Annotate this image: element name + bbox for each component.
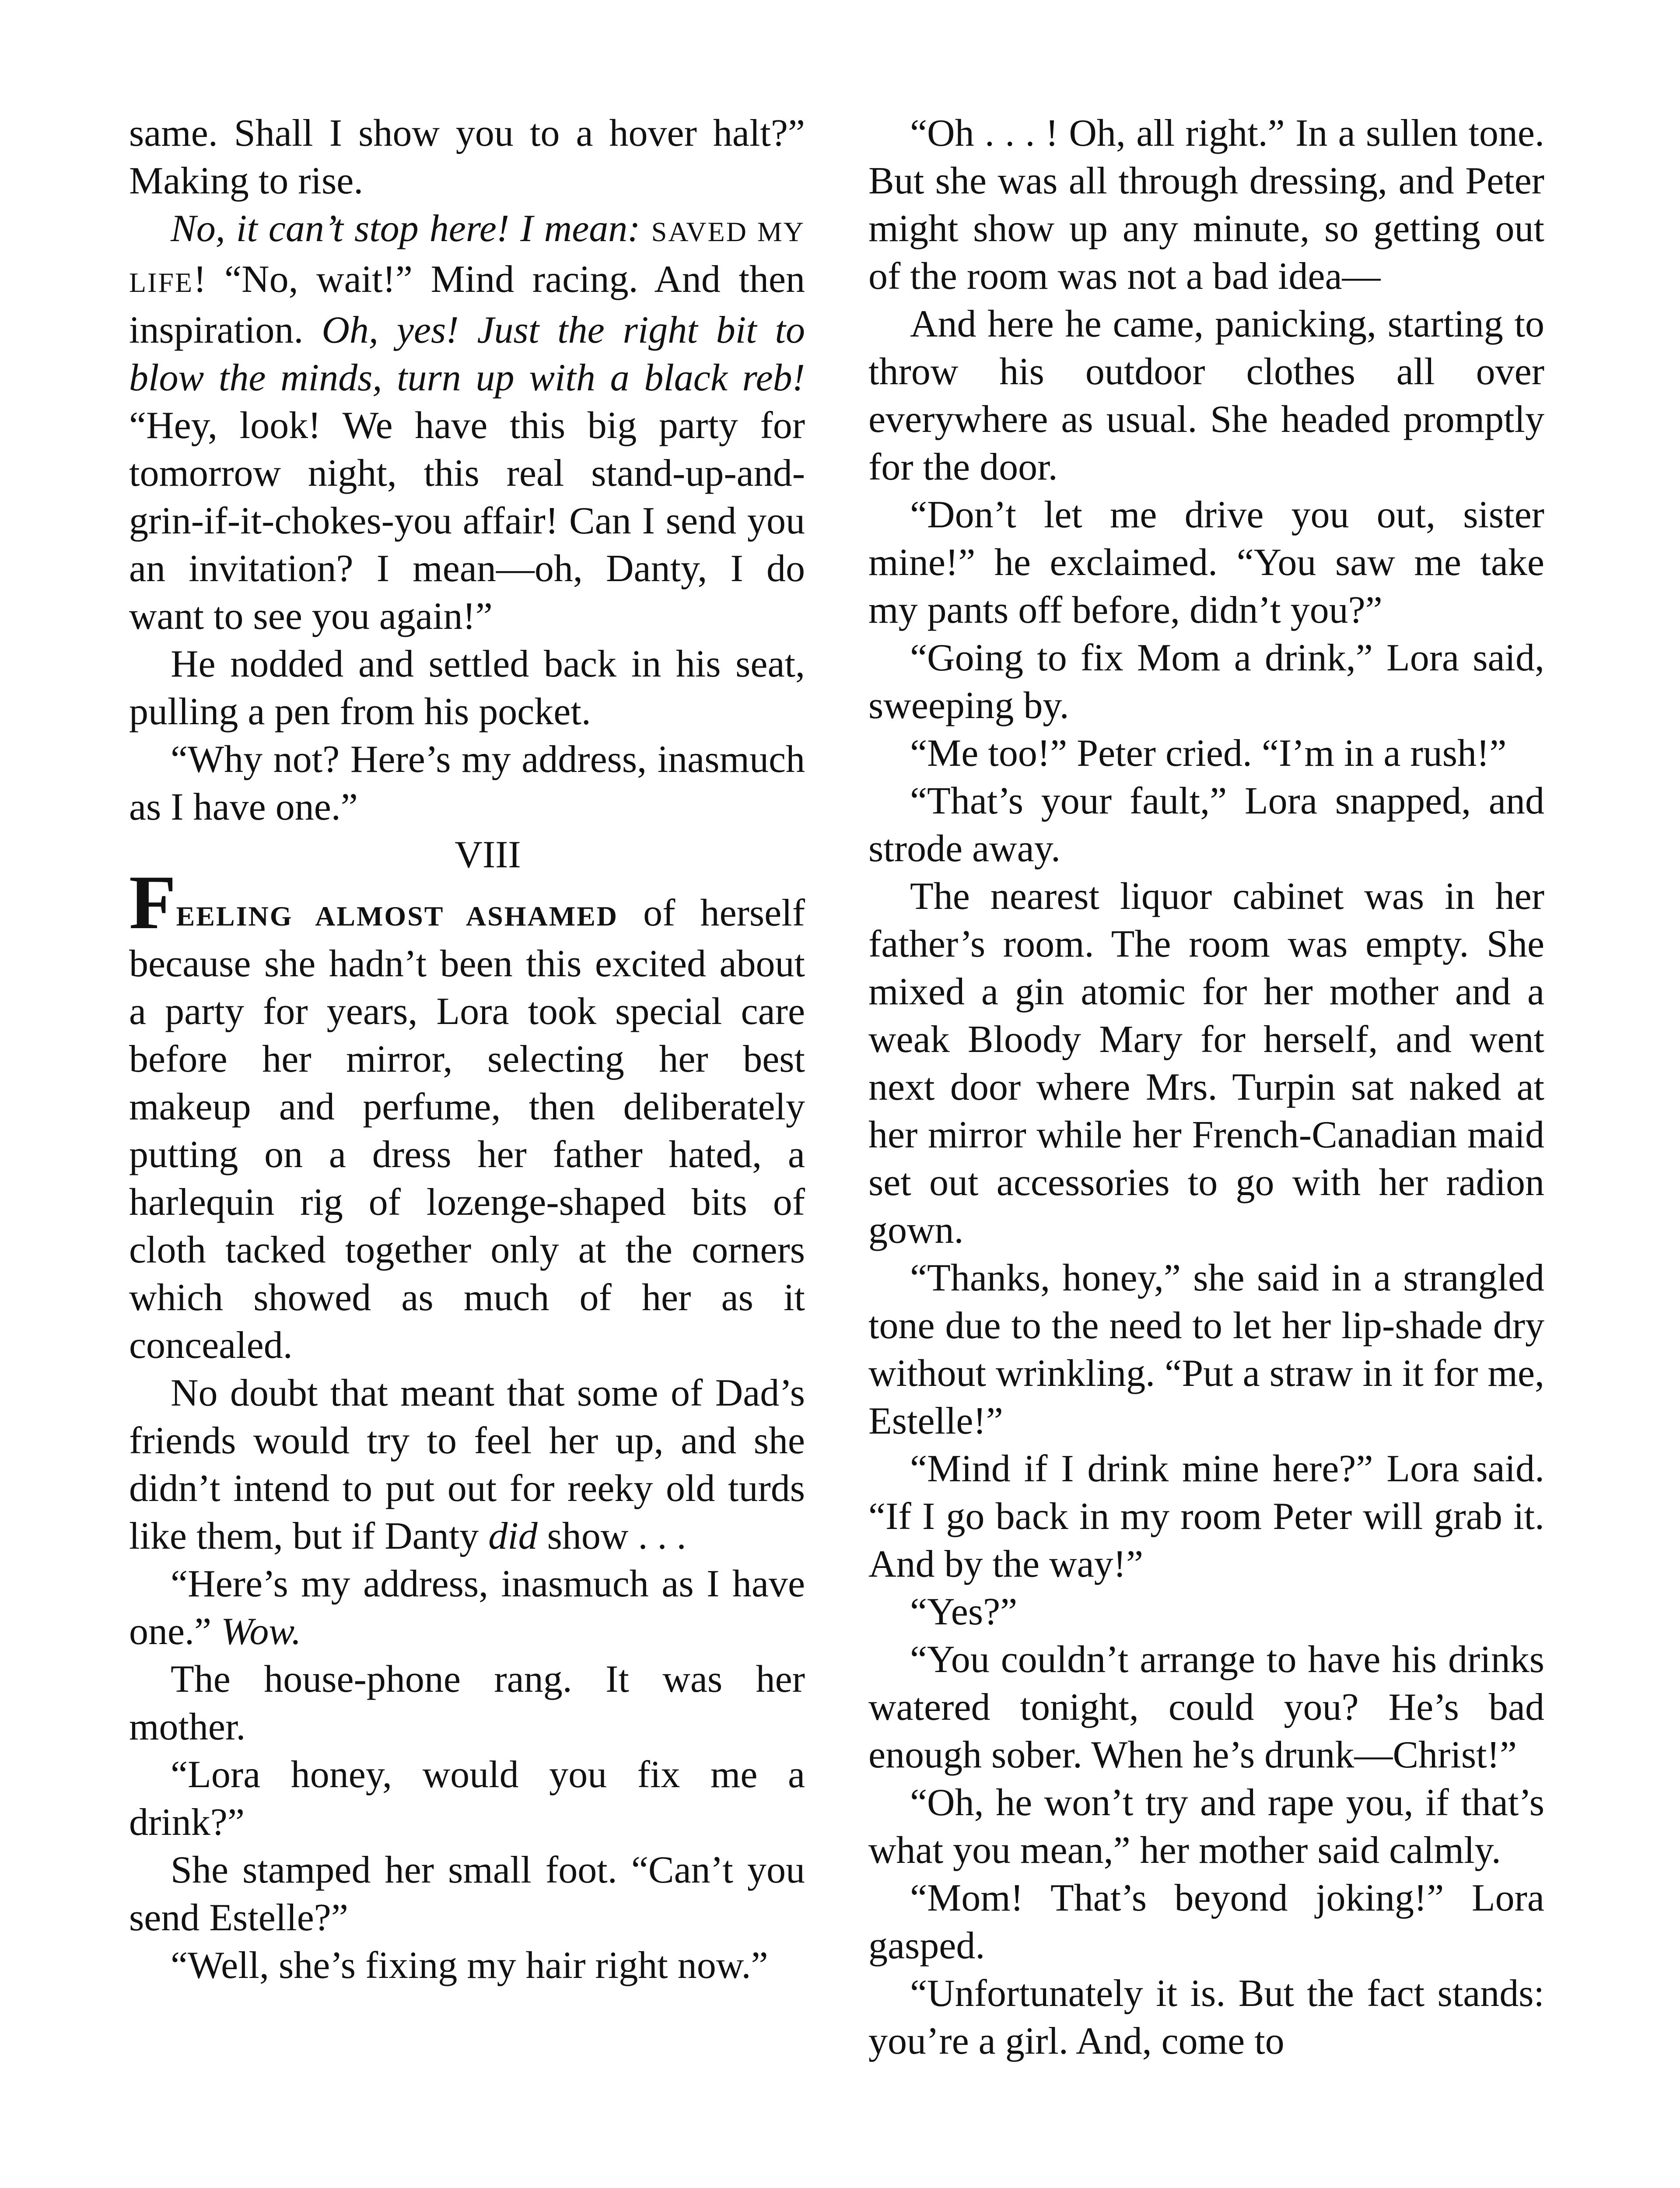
paragraph: “Going to fix Mom a drink,” Lora said, sweeping by. bbox=[868, 637, 1544, 727]
text-run: show . . . bbox=[537, 1515, 686, 1557]
right-column bbox=[868, 109, 1544, 2065]
italic-text: No, it can’t stop here! I mean: bbox=[171, 207, 651, 250]
paragraph: “Don’t let me drive you out, sister mine!” he exclaimed. “You saw me take my pants off before, didn’t you?” bbox=[868, 494, 1544, 631]
paragraph bbox=[129, 205, 805, 640]
paragraph: “Oh . . . ! Oh, all right.” In a sullen tone. But she was all through dressing, and Peter might show up any minute, so getting out of the room was not a bad idea— bbox=[868, 112, 1544, 298]
paragraph bbox=[129, 1560, 805, 1655]
paragraph bbox=[129, 860, 805, 1369]
paragraph: “Unfortunately it is. But the fact stands: you’re a girl. And, come to bbox=[868, 1972, 1544, 2062]
drop-cap: F bbox=[129, 860, 176, 945]
text-run: “Here’s my address, inasmuch as I have one.” bbox=[129, 1563, 805, 1653]
italic-text: Wow. bbox=[221, 1610, 301, 1653]
paragraph: The house-phone rang. It was her mother. bbox=[129, 1658, 805, 1748]
paragraph: He nodded and settled back in his seat, pulling a pen from his pocket. bbox=[129, 643, 805, 733]
small-caps-text: EELING ALMOST ASHAMED bbox=[176, 901, 619, 932]
paragraph: same. Shall I show you to a hover halt?” Making to rise. bbox=[129, 112, 805, 202]
paragraph: “Me too!” Peter cried. “I’m in a rush!” bbox=[910, 732, 1507, 775]
italic-text: did bbox=[488, 1515, 538, 1557]
paragraph: “Mind if I drink mine here?” Lora said. “If I go back in my room Peter will grab it. And by the way!” bbox=[868, 1448, 1544, 1585]
paragraph: She stamped her small foot. “Can’t you send Estelle?” bbox=[129, 1849, 805, 1939]
paragraph: “Yes?” bbox=[910, 1591, 1018, 1633]
paragraph: The nearest liquor cabinet was in her father’s room. The room was empty. She mixed a gin atomic for her mother and a weak Bloody Mary for herself, and went next door where Mrs. Turpin sat naked at her mirror while her French-Canadian maid set out accessories to go with her radion gown. bbox=[868, 875, 1544, 1252]
paragraph: “Oh, he won’t try and rape you, if that’s what you mean,” her mother said calmly. bbox=[868, 1781, 1544, 1872]
paragraph: “Thanks, honey,” she said in a strangled tone due to the need to let her lip-shade dry without wrinkling. “Put a straw in it for me, Estelle!” bbox=[868, 1257, 1544, 1442]
text-run: No doubt that meant that some of Dad’s friends would try to feel her up, and she didn’t intend to put out for reeky old turds like them, but if Danty bbox=[129, 1372, 805, 1557]
left-column bbox=[129, 109, 805, 1989]
text-run: “Hey, look! We have this big party for tomorrow night, this real stand-up-and-grin-if-it-chokes-you affair! Can I send you an invitation? I mean—oh, Danty, I do want to see you again!” bbox=[129, 404, 805, 638]
chapter-heading: VIII bbox=[455, 834, 521, 876]
paragraph: “Lora honey, would you fix me a drink?” bbox=[129, 1753, 805, 1844]
italic-text: Oh, yes! Just the right bit to blow the minds, turn up with a black reb! bbox=[129, 309, 805, 399]
paragraph bbox=[129, 1369, 805, 1560]
text-run: ! “No, wait!” Mind racing. And then inspiration. bbox=[129, 258, 805, 351]
paragraph: “Well, she’s fixing my hair right now.” bbox=[171, 1944, 768, 1987]
text-run: of herself because she hadn’t been this excited about a party for years, Lora took special care before her mirror, selecting her best makeup and perfume, then deliberately putting on a dress her father hated, a harlequin rig of lozenge-shaped bits of cloth tacked together only at the corners which showed as much of her as it concealed. bbox=[129, 892, 805, 1367]
paragraph: “You couldn’t arrange to have his drinks watered tonight, could you? He’s bad enough sober. When he’s drunk—Christ!” bbox=[868, 1638, 1544, 1776]
small-caps-text: SAVED MY LIFE bbox=[129, 216, 805, 298]
paragraph: “That’s your fault,” Lora snapped, and strode away. bbox=[868, 780, 1544, 870]
paragraph: “Mom! That’s beyond joking!” Lora gasped. bbox=[868, 1877, 1544, 1967]
paragraph: “Why not? Here’s my address, inasmuch as I have one.” bbox=[129, 738, 805, 828]
paragraph: And here he came, panicking, starting to throw his outdoor clothes all over everywhere as usual. She headed promptly for the door. bbox=[868, 303, 1544, 488]
